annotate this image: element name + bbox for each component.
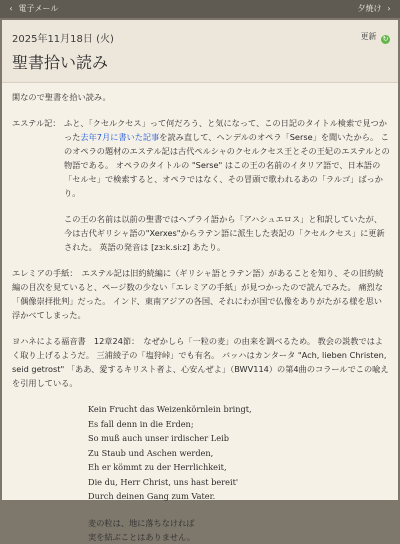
chorale-line: Es fall denn in die Erden; bbox=[88, 418, 194, 429]
section-label: エレミアの手紙： bbox=[12, 268, 74, 278]
top-bar bbox=[0, 0, 400, 18]
section-text: エステル記は旧約続編に（ギリシャ語とラテン語）があることを知り、その旧約続編の目次を見ていると、ページ数の少ない「エレミアの手紙」が見つかったので読んでみた。 痛烈な「偶像崇拝批判」だった。 インド、東南アジアの各国、それにわが国で仏像をありがたがる様を思い浮かべてしまった。 bbox=[12, 268, 384, 320]
forward-link-label: 夕焼け bbox=[357, 4, 382, 13]
section-john bbox=[12, 334, 390, 390]
translation-line: 実を結ぶことはありません。 bbox=[88, 531, 195, 542]
article-header bbox=[2, 20, 398, 83]
chorale-line: Durch deinen Gang zum Vater. bbox=[88, 491, 216, 501]
intro-text: 閑なので聖書を拾い読み。 bbox=[12, 92, 111, 102]
section-jeremiah bbox=[12, 266, 390, 322]
chorale-line: Die du, Herr Christ, uns hast bereit' bbox=[88, 476, 239, 487]
back-link-label: 電子メール bbox=[18, 4, 59, 13]
back-link[interactable] bbox=[6, 0, 58, 18]
refresh-icon: ↻ bbox=[382, 35, 389, 43]
chevron-left-icon: ‹ bbox=[9, 4, 13, 13]
article-card bbox=[2, 20, 398, 542]
article-link[interactable]: 去年7月に書いた記事 bbox=[80, 132, 160, 142]
chorale-line: Zu Staub und Aschen werden, bbox=[88, 447, 214, 458]
update-button[interactable] bbox=[360, 31, 390, 44]
chorale-line: So muß auch unser irdischer Leib bbox=[88, 433, 229, 443]
esther-paragraph-2: この王の名前は以前の聖書ではヘブライ語から「アハシュエロス」と和訳していたが、今は古代ギリシャ語の"Xerxes"からラテン語に派生した表記の「クセルクセス」に更新された。 英語の発音は [zɜːk.siːz] あたり。 bbox=[64, 214, 385, 252]
section-label: ヨハネによる福音書 12章24節： bbox=[12, 336, 136, 346]
page-title: 聖書拾い読み bbox=[12, 53, 109, 72]
esther-text-start: ふと、「クセルクセス」って何だろう、と気になって、この日記のタイトル検索で見つかった bbox=[64, 118, 387, 142]
section-esther bbox=[12, 116, 390, 200]
section-label: エステル記： bbox=[12, 118, 61, 128]
update-label: 更新 bbox=[360, 32, 377, 41]
esther-text-end: を読み直して、ヘンデルのオペラ「Serse」を聞いたから。 このオペラの題材のエステル記は古代ペルシャのクセルクセス王とその王妃のエステルとの物語である。 オペラのタイトルの "Serse" はこの王の名前のイタリア語で、日本語の「セルセ」で検索すると、オペラではなく、その冒頭で歌われるあの「ラルゴ」ばっかり。 bbox=[64, 132, 390, 198]
article-date: 2025年11月18日 (火) bbox=[12, 34, 114, 45]
chorale-translation bbox=[12, 516, 390, 544]
section-text: なぜかしら「一粒の麦」の由来を調べるため。 教会の説教ではよく取り上げるようだ。 三浦綾子の「塩狩峠」でも有名。 バッハはカンタータ "Ach, lieben Christen, seid getrost" 「ああ、愛するキリスト者よ、心安んぜよ」（BWV114）の第4曲のコラールでこの喩えを引用している。 bbox=[12, 336, 389, 388]
chevron-right-icon: › bbox=[387, 4, 391, 13]
section-text bbox=[64, 116, 390, 200]
chorale-text bbox=[12, 402, 390, 504]
translation-line: 麦の粒は、地に落ちなければ bbox=[88, 517, 195, 528]
chorale-line: Kein Frucht das Weizenkörnlein bringt, bbox=[88, 404, 252, 414]
article-body bbox=[12, 90, 390, 544]
chorale-line: Eh er kömmt zu der Herrlichkeit, bbox=[88, 462, 227, 472]
forward-link[interactable] bbox=[357, 0, 394, 18]
